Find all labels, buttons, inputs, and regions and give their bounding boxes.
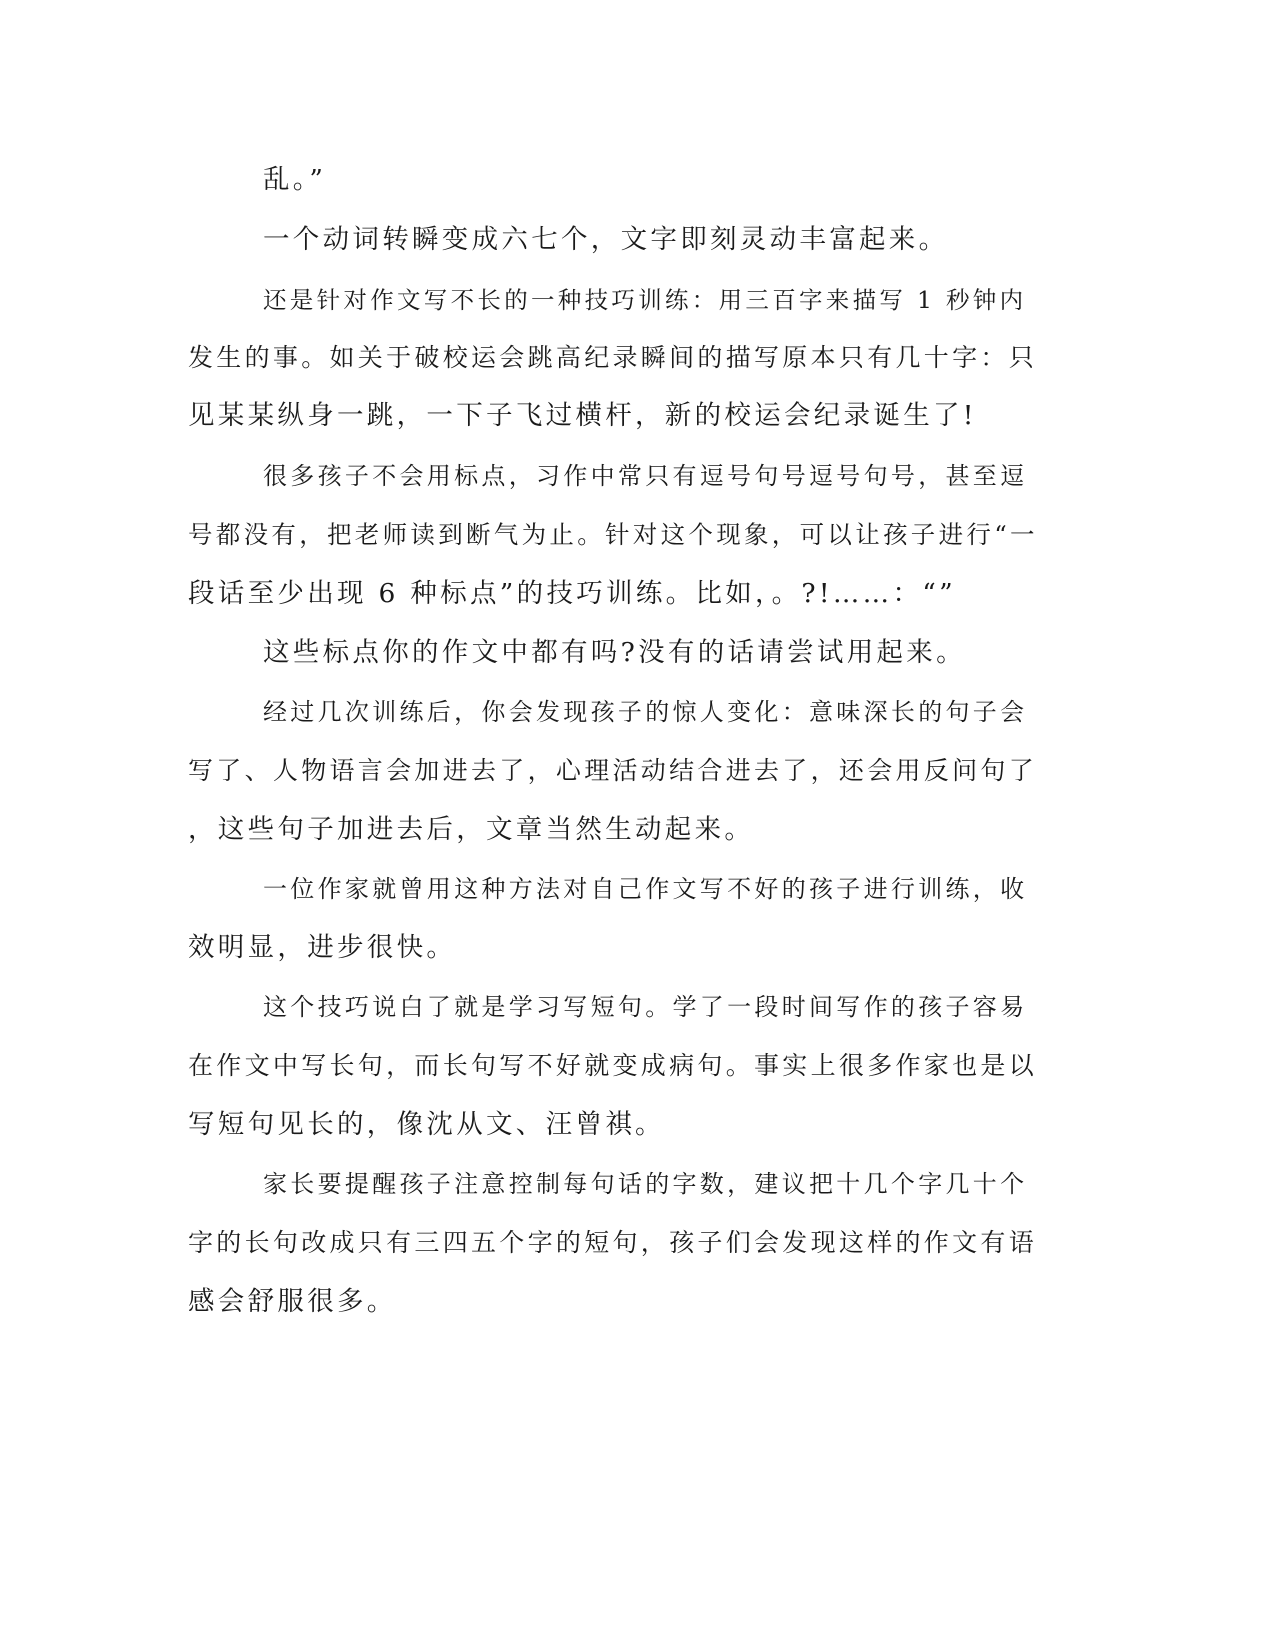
text-line: 还是针对作文写不长的一种技巧训练：用三百字来描写 1 秒钟内 bbox=[263, 286, 1027, 314]
text-line: 号都没有，把老师读到断气为止。针对这个现象，可以让孩子进行“一 bbox=[188, 520, 1038, 549]
text-line: 写了、人物语言会加进去了，心理活动结合进去了，还会用反问句了 bbox=[188, 756, 1038, 785]
text-line: ，这些句子加进去后，文章当然生动起来。 bbox=[188, 814, 755, 845]
text-line: 很多孩子不会用标点，习作中常只有逗号句号逗号句号，甚至逗 bbox=[263, 462, 1028, 490]
text-line: 一位作家就曾用这种方法对自己作文写不好的孩子进行训练，收 bbox=[263, 875, 1028, 903]
text-line: 感会舒服很多。 bbox=[188, 1286, 397, 1317]
text-line: 发生的事。如关于破校运会跳高纪录瞬间的描写原本只有几十字：只 bbox=[188, 343, 1038, 372]
text-line: 写短句见长的，像沈从文、汪曾祺。 bbox=[188, 1109, 665, 1140]
text-line: 家长要提醒孩子注意控制每句话的字数，建议把十几个字几十个 bbox=[263, 1170, 1028, 1198]
text-line: 见某某纵身一跳，一下子飞过横杆，新的校运会纪录诞生了! bbox=[188, 400, 977, 431]
text-line: 经过几次训练后，你会发现孩子的惊人变化：意味深长的句子会 bbox=[263, 698, 1028, 726]
text-line: 乱。” bbox=[263, 164, 327, 195]
text-line: 效明显，进步很快。 bbox=[188, 932, 457, 963]
text-line: 在作文中写长句，而长句写不好就变成病句。事实上很多作家也是以 bbox=[188, 1051, 1038, 1080]
text-line: 这些标点你的作文中都有吗?没有的话请尝试用起来。 bbox=[263, 637, 966, 668]
text-line: 这个技巧说白了就是学习写短句。学了一段时间写作的孩子容易 bbox=[263, 993, 1028, 1021]
text-line: 字的长句改成只有三四五个字的短句，孩子们会发现这样的作文有语 bbox=[188, 1228, 1038, 1257]
text-line: 一个动词转瞬变成六七个，文字即刻灵动丰富起来。 bbox=[263, 224, 949, 255]
text-line: 段话至少出现 6 种标点”的技巧训练。比如，。?!……：“” bbox=[188, 578, 956, 609]
